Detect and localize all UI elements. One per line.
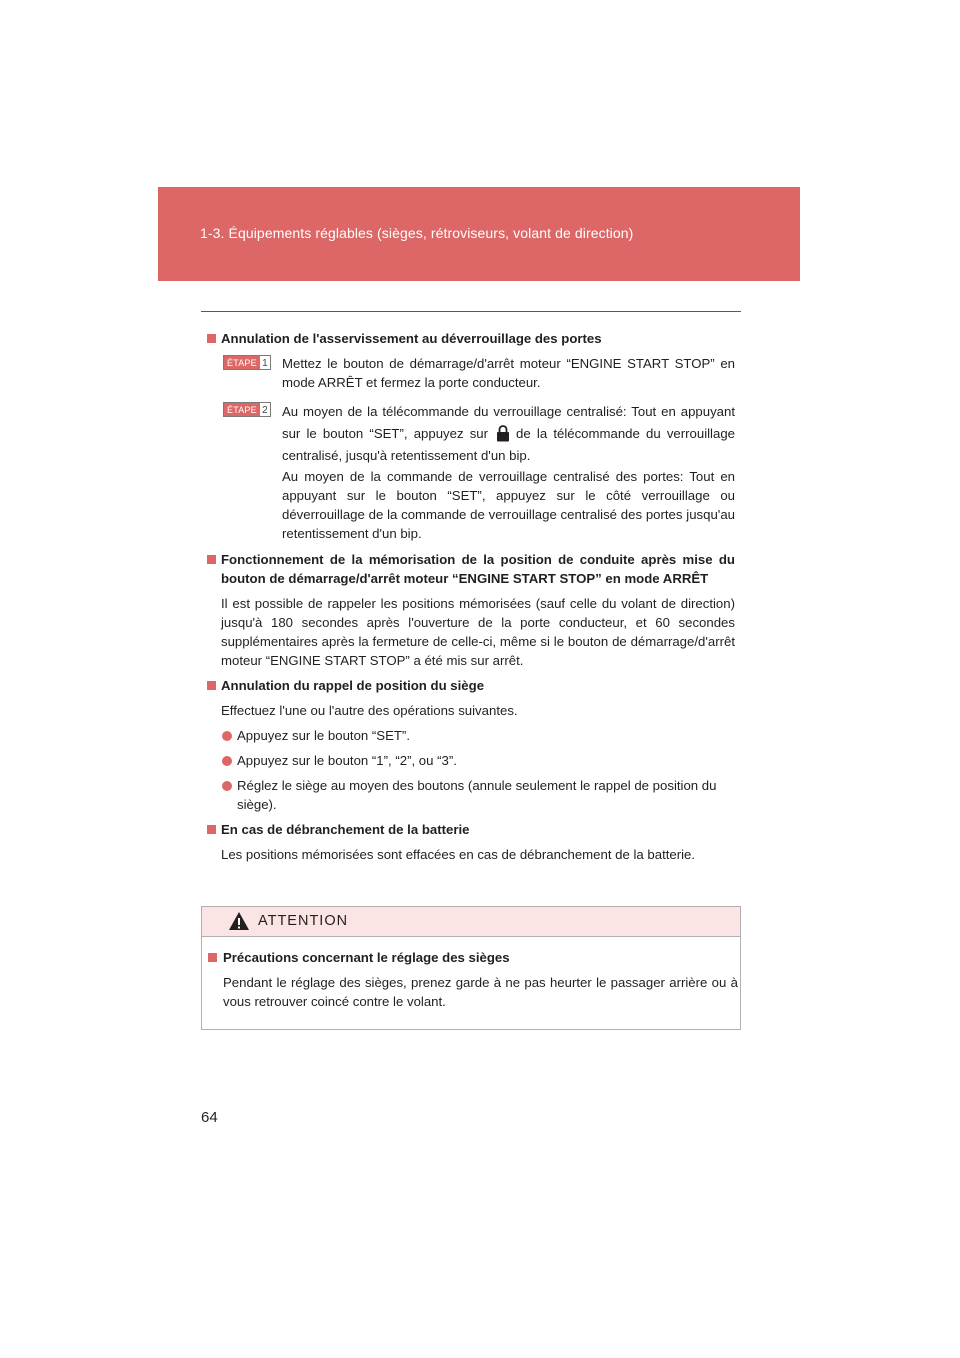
step-text-alt: Au moyen de la commande de verrouillage centralisé des portes: Tout en appuyant sur le bouton “SET”, appuyez sur le côté verrouillage ou déverrouillage de la commande de verrouillage centralisé des portes jusqu'au retentissement d'un bip. — [282, 469, 735, 541]
bullet-dot-icon — [222, 781, 232, 791]
lock-icon — [496, 424, 510, 442]
section-square-icon — [207, 825, 216, 834]
section-heading: Annulation du rappel de position du siège — [221, 678, 485, 693]
step-1 — [207, 354, 735, 392]
section-body: Il est possible de rappeler les positions mémorisées (sauf celle du volant de direction) jusqu'à 180 secondes après l'ouverture de la porte conducteur, et 60 secondes supplémentaires après la fermeture de celle-ci, même si le bouton de démarrage/d'arrêt moteur “ENGINE START STOP” a été mis sur arrêt. — [221, 596, 735, 668]
step-2 — [207, 401, 735, 543]
attention-title: ATTENTION — [258, 913, 349, 929]
main-content — [207, 329, 735, 864]
section-heading: Annulation de l'asservissement au déverrouillage des portes — [221, 331, 602, 346]
attention-header — [202, 907, 740, 937]
attention-heading: Précautions concernant le réglage des sièges — [223, 950, 510, 965]
section-battery-disconnect — [207, 820, 735, 864]
step-badge-number: 1 — [262, 358, 268, 369]
step-badge — [223, 355, 271, 370]
section-door-unlock-cancel — [207, 329, 735, 543]
header-divider — [201, 311, 741, 312]
section-memory-after-off — [207, 550, 735, 670]
page-number: 64 — [201, 1109, 218, 1126]
list-item: Réglez le siège au moyen des boutons (annule seulement le rappel de position du siège). — [207, 776, 735, 814]
section-body: Les positions mémorisées sont effacées en cas de débranchement de la batterie. — [221, 847, 696, 862]
section-square-icon — [207, 555, 216, 564]
bullet-dot-icon — [222, 756, 232, 766]
step-text-part2: de la télécommande du verrouillage centralisé, jusqu'à retentissement d'un bip. — [282, 426, 735, 463]
section-square-icon — [207, 681, 216, 690]
section-square-icon — [208, 953, 217, 962]
section-heading: Fonctionnement de la mémorisation de la position de conduite après mise du bouton de démarrage/d'arrêt moteur “ENGINE START STOP” en mode ARRÊT — [221, 552, 735, 586]
attention-body — [208, 948, 738, 1011]
attention-text: Pendant le réglage des sièges, prenez garde à ne pas heurter le passager arrière ou à vous retrouver coincé contre le volant. — [223, 975, 738, 1009]
section-body: Effectuez l'une ou l'autre des opérations suivantes. — [221, 703, 518, 718]
bullet-dot-icon — [222, 731, 232, 741]
chapter-header-band — [158, 187, 800, 281]
attention-box — [201, 906, 741, 1030]
warning-triangle-icon — [228, 911, 250, 931]
step-badge-number: 2 — [262, 405, 268, 416]
step-badge-label: ÉTAPE — [224, 403, 260, 416]
section-square-icon — [207, 334, 216, 343]
step-text-part1: Au moyen de la télécommande du verrouillage centralisé: Tout en appuyant sur le bouton “SET”, appuyez sur — [282, 404, 735, 441]
section-heading: En cas de débranchement de la batterie — [221, 822, 470, 837]
chapter-title: 1-3. Équipements réglables (sièges, rétroviseurs, volant de direction) — [200, 225, 634, 241]
step-text: Mettez le bouton de démarrage/d'arrêt moteur “ENGINE START STOP” en mode ARRÊT et fermez la porte conducteur. — [282, 356, 735, 390]
list-item: Appuyez sur le bouton “SET”. — [207, 726, 735, 745]
list-item: Appuyez sur le bouton “1”, “2”, ou “3”. — [207, 751, 735, 770]
step-badge-label: ÉTAPE — [224, 356, 260, 369]
section-seat-recall-cancel — [207, 676, 735, 814]
step-badge — [223, 402, 271, 417]
